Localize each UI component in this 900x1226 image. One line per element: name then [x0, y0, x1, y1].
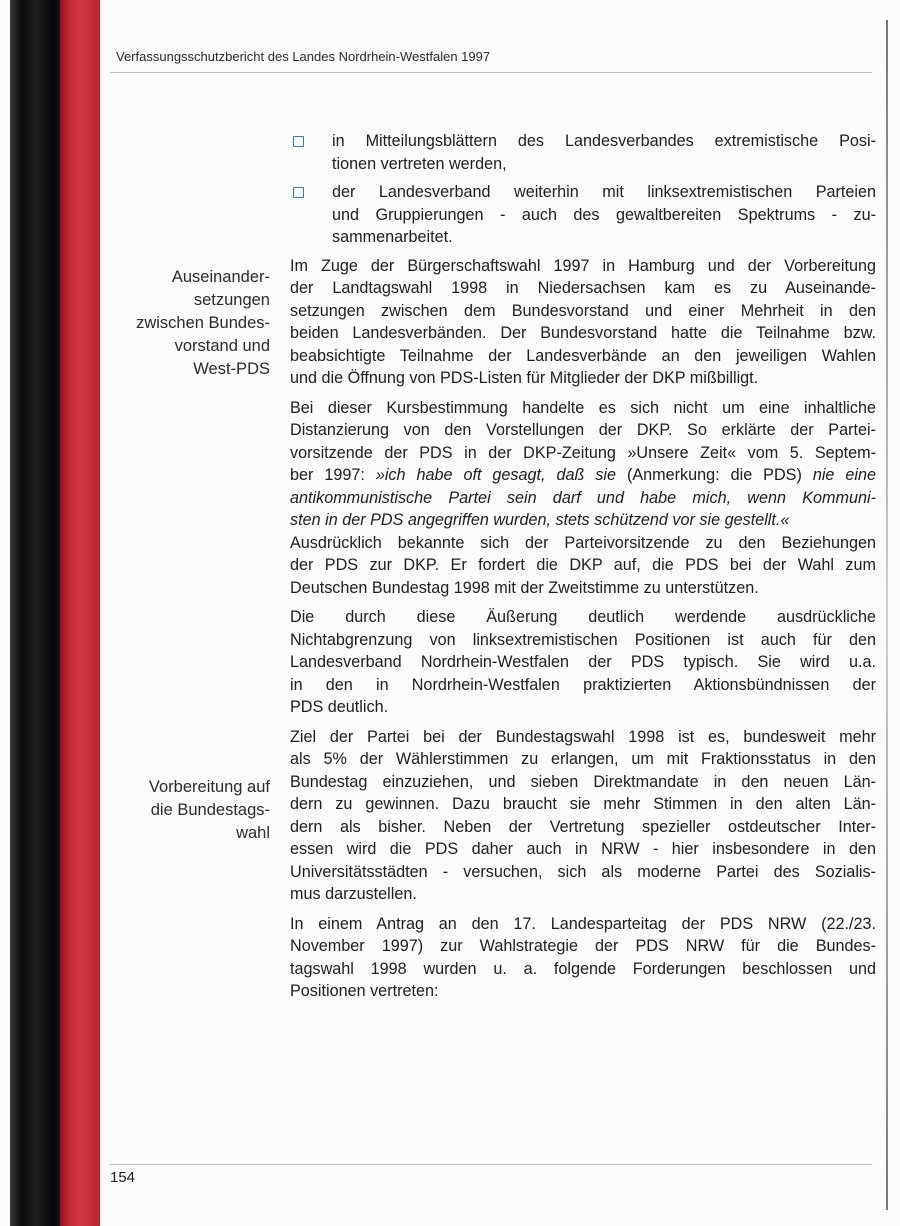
margin-note-auseinandersetzungen: Auseinander- setzungen zwischen Bundes- vorstand und West-PDS	[136, 268, 270, 378]
paragraph: Im Zuge der Bürgerschaftswahl 1997 in Hamburg und der Vorbereitung der Landtagswahl 1998 in Niedersachsen kam es zu Auseinande- setzungen zwischen dem Bundesvorstand und einer Mehrheit in den beiden Landesverbänden. Der Bundesvorstand hatte die Teilnahme bzw. beabsichtigte Teilnahme der Landesverbände an den jeweiligen Wahlen und die Öffnung von PDS-Listen für Mitglieder der DKP mißbilligt.	[290, 256, 876, 387]
paragraph: Die durch diese Äußerung deutlich werdende ausdrückliche Nichtabgrenzung von linksextremistischen Positionen ist auch für den Landesverband Nordrhein-Westfalen der PDS typisch. Sie wird u.a. in den in Nordrhein-Westfalen praktizierten Aktionsbündnissen der PDS deutlich.	[290, 608, 876, 716]
paragraph: Bei dieser Kursbestimmung handelte es sich nicht um eine inhaltliche Distanzierung von den Vorstellungen der DKP. So erklärte der Partei- vorsitzende der PDS in der DKP-Zeitung »Unsere Zeit« vom 5. Septem- ber 1997: »ich habe oft gesagt, daß sie (Anmerkung: die PDS) nie eine antikommunistische Partei sein darf und habe mich, wenn Kommuni- sten in der PDS angegriffen wurden, stets schützend vor sie gestellt.« Ausdrücklich bekannte sich der Parteivorsitzende zu den Beziehungen der PDS zur DKP. Er fordert die DKP auf, die PDS bei der Wahl zum Deutschen Bundestag 1998 mit der Zweitstimme zu unterstützen.	[290, 398, 876, 597]
body-text	[290, 130, 876, 1010]
page-number: 154	[110, 1169, 136, 1186]
footer-rule	[110, 1164, 872, 1165]
margin-note-bundestagswahl: Vorbereitung auf die Bundestags- wahl	[148, 778, 270, 842]
checkbox-bullet-icon	[293, 187, 304, 198]
bullet-item: der Landesverband weiterhin mit linksextremistischen Parteien und Gruppierungen - auch des gewaltbereiten Spektrums - zu- sammenarbeitet.	[290, 181, 876, 249]
checkbox-bullet-icon	[293, 136, 304, 147]
page-edge	[886, 20, 888, 1210]
running-header: Verfassungsschutzbericht des Landes Nordrhein-Westfalen 1997	[116, 49, 491, 64]
paragraph: Ziel der Partei bei der Bundestagswahl 1998 ist es, bundesweit mehr als 5% der Wählerstimmen zu erlangen, um mit Fraktionsstatus in den Bundestag einzuziehen, und sieben Direktmandate in den neuen Län- dern zu gewinnen. Dazu braucht sie mehr Stimmen in den alten Län- dern als bisher. Neben der Vertretung spezieller ostdeutscher Inter- essen wird die PDS daher auch in NRW - hier insbesondere in den Universitätsstädten - versuchen, sich als moderne Partei des Sozialis- mus darzustellen.	[290, 727, 876, 903]
bullet-item: in Mitteilungsblättern des Landesverbandes extremistische Posi- tionen vertreten werden,	[290, 130, 876, 175]
header-rule	[110, 72, 872, 73]
paragraph: In einem Antrag an den 17. Landesparteitag der PDS NRW (22./23. November 1997) zur Wahlstrategie der PDS NRW für die Bundes- tagswahl 1998 wurden u. a. folgende Forderungen beschlossen und Positionen vertreten:	[290, 914, 876, 1000]
red-binding-strip	[60, 0, 100, 1226]
